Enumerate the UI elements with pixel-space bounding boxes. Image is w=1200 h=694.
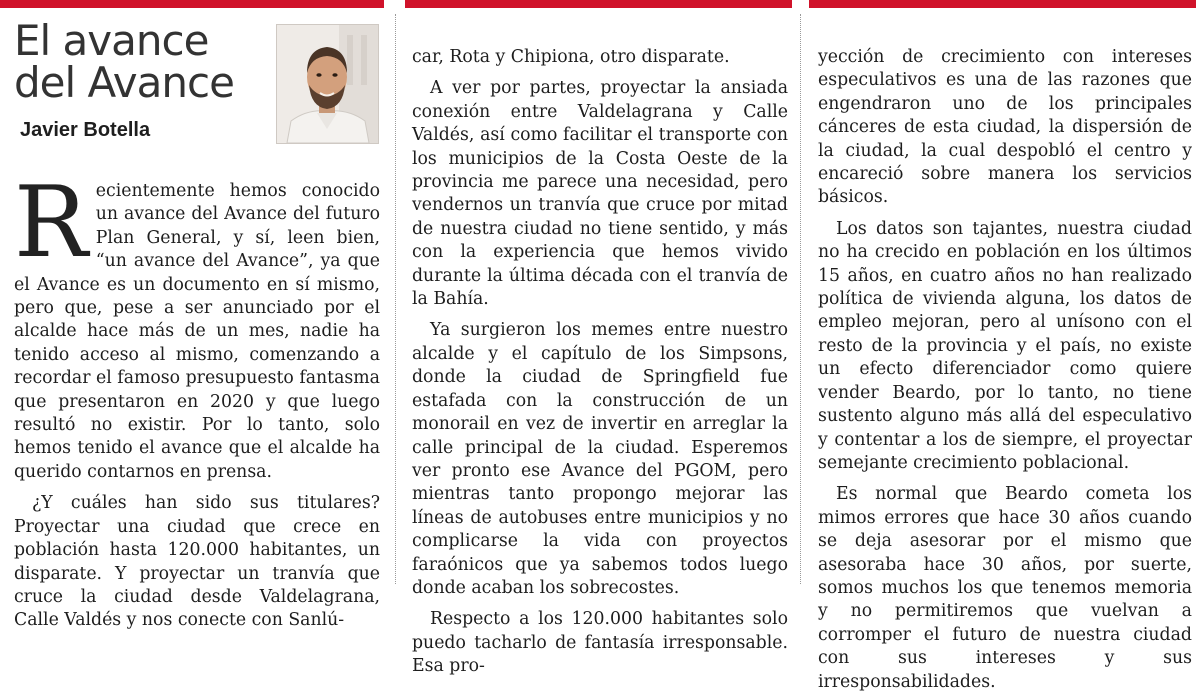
paragraph: yección de crecimiento con intereses especulativos es una de las razones que engendraron uno de los principales cánceres de esta ciudad, la dispersión de la ciudad, la cual despobló el centro y encareció sobre manera los servicios básicos. (818, 47, 1192, 208)
column-divider (395, 14, 396, 584)
accent-bar (405, 0, 792, 8)
paragraph: ¿Y cuáles han sido sus titulares? Proyectar una ciudad que crece en población hasta 120.000 habitantes, un disparate. Y proyectar un tranvía que cruce la ciudad desde Valdelagrana, Calle Valdés y nos conecte con Sanlú- (14, 493, 380, 631)
column-1-text (14, 166, 380, 633)
column-divider (800, 14, 801, 584)
paragraph: Ya surgieron los memes entre nuestro alcalde y el capítulo de los Simpsons, donde la ciudad de Springfield fue estafada con la construcción de un monorail en vez de invertir en arreglar la calle principal de la ciudad. Esperemos ver pronto ese Avance del PGOM, pero mientras tanto propongo mejorar las líneas de autobuses entre municipios y no complicarse la vida con proyectos faraónicos que ya sabemos todos luego donde acaban los sobrecostes. (412, 320, 788, 598)
paragraph: Los datos son tajantes, nuestra ciudad no ha crecido en población en los últimos 15 años, en cuatro años no han realizado política de vivienda alguna, los datos de empleo mejoran, pero al unísono con el resto de la provincia y el país, no existe un efecto diferenciador como quiere vender Beardo, por lo tanto, no tiene sustento alguno más allá del especulativo y contentar a los de siempre, el proyectar semejante crecimiento poblacional. (818, 218, 1192, 473)
title-line-2: del Avance (14, 58, 234, 107)
paragraph (14, 166, 380, 484)
accent-bar (809, 0, 1196, 8)
paragraph: car, Rota y Chipiona, otro disparate. (412, 47, 730, 67)
column-3-text (818, 46, 1192, 694)
dropcap: R (14, 166, 88, 280)
article-title (14, 16, 234, 107)
paragraph: A ver por partes, proyectar la ansiada conexión entre Valdelagrana y Calle Valdés, así como facilitar el transporte con los municipios de la Costa Oeste de la provincia me parece una necesidad, pero vendernos un tranvía que cruce por mitad de nuestra ciudad no tiene sentido, y más con la experiencia que hemos vivido durante la última década con el tranvía de la Bahía. (412, 78, 788, 310)
paragraph: Respecto a los 120.000 habitantes solo puedo tacharlo de fantasía irresponsable. Esa pro- (412, 609, 788, 677)
title-line-1: El avance (14, 16, 209, 65)
paragraph: Es normal que Beardo cometa los mimos errores que hace 30 años cuando se deja asesorar por el mismo que asesoraba hace 30 años, por suerte, somos muchos los que tenemos memoria y no permitiremos que vuelvan a corromper el futuro de nuestra ciudad con sus intereses y sus irresponsabilidades. (818, 484, 1192, 692)
author-name: Javier Botella (20, 119, 151, 141)
accent-bar (0, 0, 384, 8)
author-photo (276, 24, 379, 144)
column-2-text (412, 46, 788, 679)
paragraph-text: ecientemente hemos conocido un avance del Avance del futuro Plan General, y sí, leen bien, “un avance del Avance”, ya que el Avance es un documento en sí mismo, pero que, pese a ser anunciado por el alcalde hace más de un mes, nadie ha tenido acceso al mismo, comenzando a recordar el famoso presupuesto fantasma que presentaron en 2020 y que luego resultó no existir. Por lo tanto, solo hemos tenido el avance que el alcalde ha querido contarnos en prensa. (14, 181, 380, 482)
